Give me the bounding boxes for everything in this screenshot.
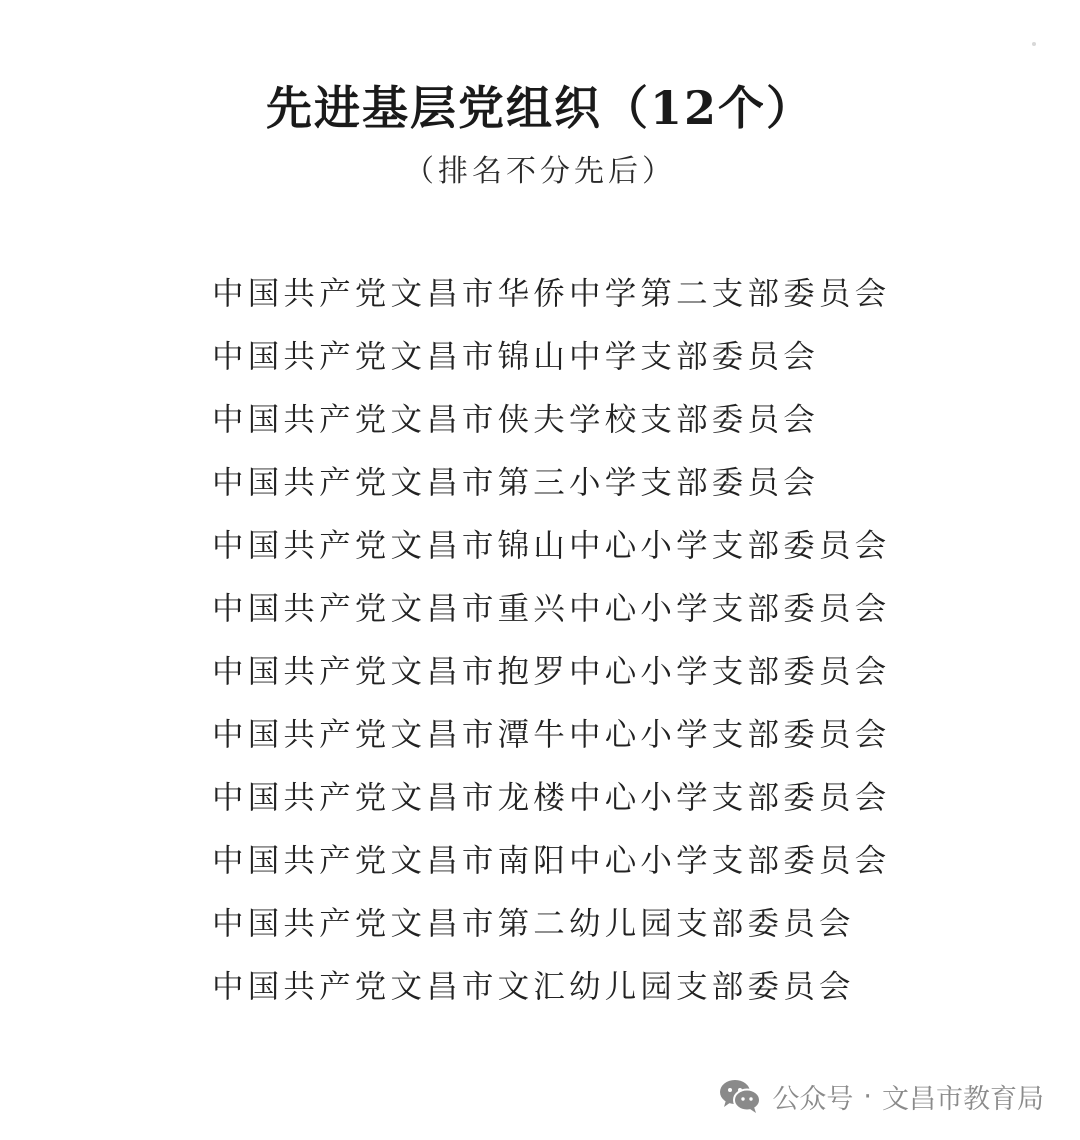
wechat-icon [718,1078,762,1114]
list-item: 中国共产党文昌市南阳中心小学支部委员会 [212,843,891,879]
page-subtitle: （排名不分先后） [404,154,676,189]
watermark-platform: 公众号 [772,1083,854,1115]
list-item: 中国共产党文昌市重兴中心小学支部委员会 [212,591,891,627]
list-item: 中国共产党文昌市锦山中学支部委员会 [212,339,819,375]
page-title: 先进基层党组织（12个） [265,81,814,135]
list-item: 中国共产党文昌市第二幼儿园支部委员会 [212,906,855,942]
list-item: 中国共产党文昌市文汇幼儿园支部委员会 [212,969,855,1005]
list-item: 中国共产党文昌市锦山中心小学支部委员会 [212,528,891,564]
wechat-watermark [718,1076,1044,1116]
list-item: 中国共产党文昌市潭牛中心小学支部委员会 [212,717,891,753]
watermark-separator: · [863,1080,872,1112]
scan-speck [1032,42,1036,46]
list-item: 中国共产党文昌市抱罗中心小学支部委员会 [212,654,891,690]
list-item: 中国共产党文昌市华侨中学第二支部委员会 [212,276,891,312]
list-item: 中国共产党文昌市龙楼中心小学支部委员会 [212,780,891,816]
list-item: 中国共产党文昌市第三小学支部委员会 [212,465,819,501]
organization-list [212,268,890,1024]
watermark-account: 文昌市教育局 [882,1083,1044,1115]
list-item: 中国共产党文昌市侠夫学校支部委员会 [212,402,819,438]
